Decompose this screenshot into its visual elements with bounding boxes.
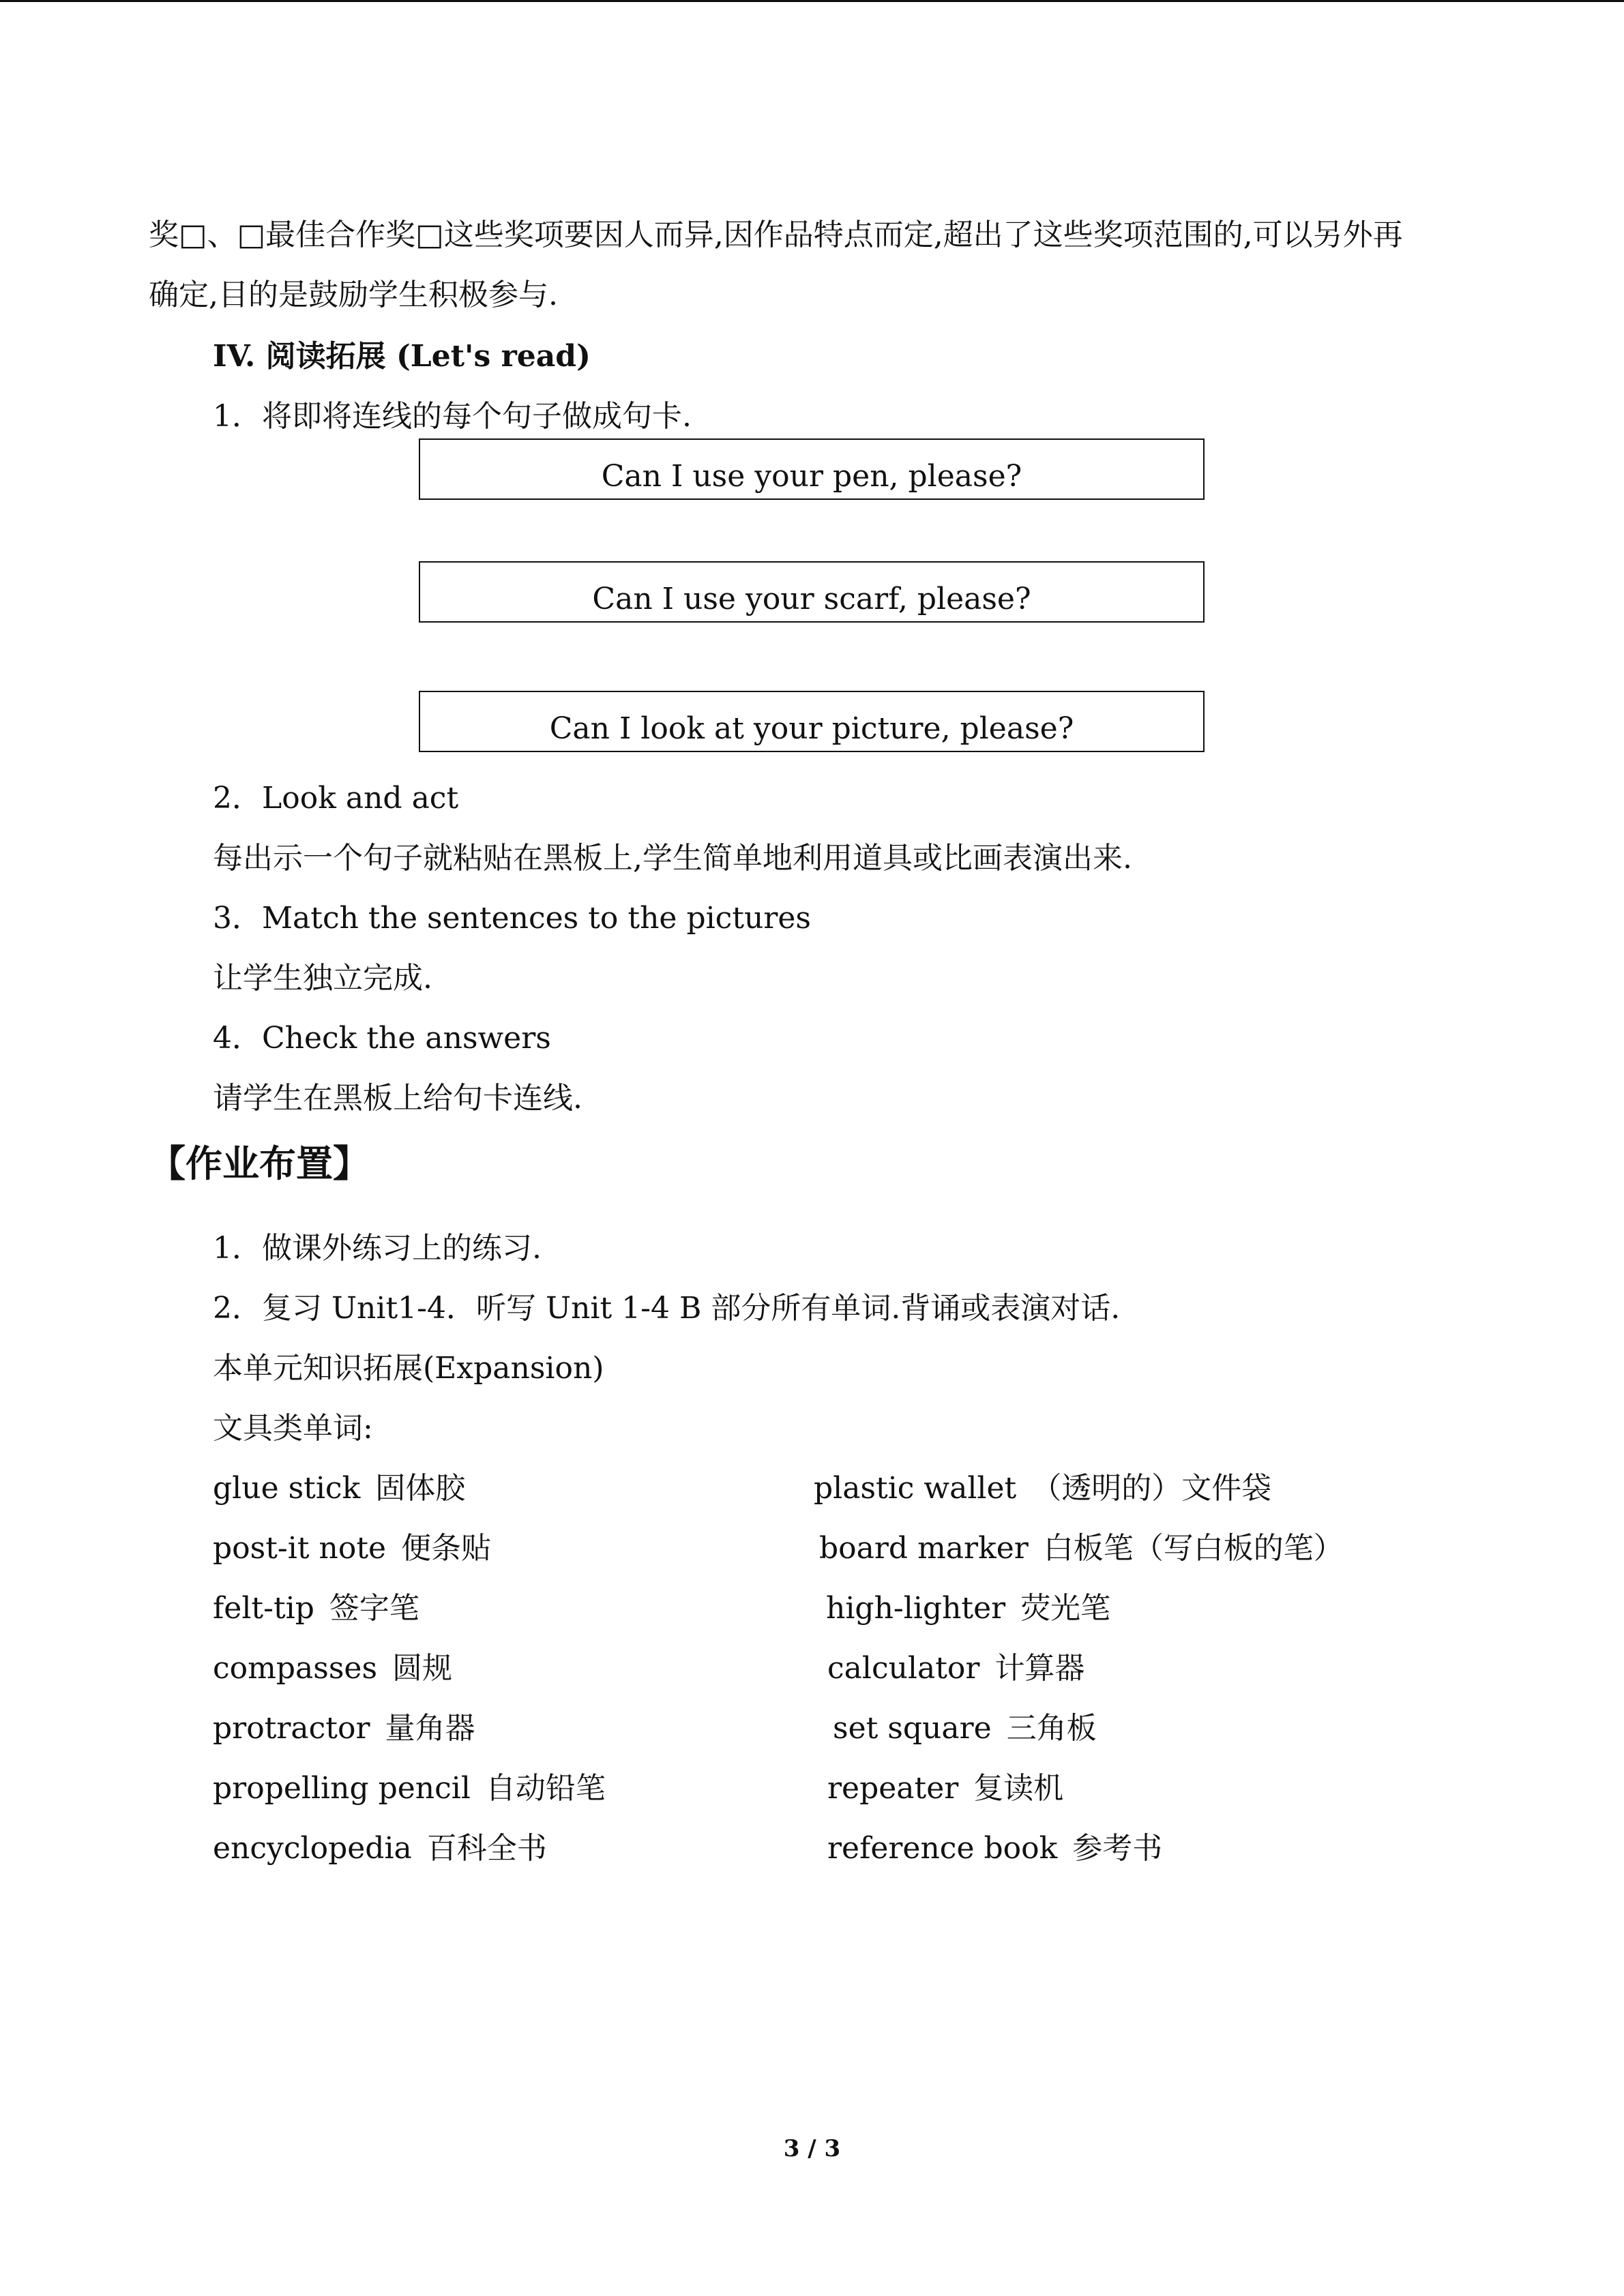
reading-step-4: 4．Check the answers bbox=[213, 1021, 551, 1056]
reading-step-4-desc: 请学生在黑板上给句卡连线. bbox=[213, 1081, 582, 1116]
vocab-term: high-lighter bbox=[826, 1591, 1006, 1626]
vocab-term: board marker bbox=[819, 1531, 1029, 1566]
vocab-meaning: 计算器 bbox=[994, 1651, 1085, 1686]
vocab-title: 文具类单词: bbox=[213, 1411, 373, 1446]
vocab-term: protractor bbox=[213, 1711, 370, 1746]
vocab-term: felt-tip bbox=[213, 1591, 314, 1626]
vocab-left-item bbox=[213, 1530, 491, 1568]
vocab-meaning: 圆规 bbox=[392, 1651, 453, 1686]
sentence-card-text: Can I look at your picture, please? bbox=[549, 711, 1074, 746]
vocab-left-item bbox=[213, 1830, 547, 1868]
reading-step-2-desc: 每出示一个句子就粘贴在黑板上,学生简单地利用道具或比画表演出来. bbox=[213, 841, 1132, 876]
vocab-meaning: 参考书 bbox=[1072, 1831, 1163, 1866]
vocab-term: compasses bbox=[213, 1651, 378, 1686]
vocab-left-item bbox=[213, 1470, 465, 1508]
vocab-left-item bbox=[213, 1590, 419, 1628]
sentence-card-3 bbox=[419, 691, 1205, 752]
vocab-term: set square bbox=[833, 1711, 992, 1746]
vocab-right-item bbox=[833, 1710, 1097, 1748]
vocab-right-item bbox=[819, 1530, 1344, 1568]
sentence-card-text: Can I use your scarf, please? bbox=[592, 582, 1031, 616]
vocab-term: plastic wallet bbox=[814, 1471, 1017, 1506]
vocab-meaning: 白板笔（写白板的笔） bbox=[1043, 1531, 1344, 1566]
reading-step-3: 3．Match the sentences to the pictures bbox=[213, 901, 811, 936]
vocab-meaning: 量角器 bbox=[385, 1711, 475, 1746]
vocab-right-item bbox=[827, 1650, 1084, 1688]
intro-line-2: 确定,目的是鼓励学生积极参与. bbox=[149, 278, 558, 312]
expansion-title: 本单元知识拓展(Expansion) bbox=[213, 1351, 604, 1386]
vocab-right-item bbox=[814, 1470, 1271, 1508]
vocab-right-item bbox=[827, 1770, 1063, 1808]
vocab-right-item bbox=[827, 1830, 1162, 1868]
reading-step-1: 1．将即将连线的每个句子做成句卡. bbox=[213, 399, 692, 434]
vocab-right-item bbox=[826, 1590, 1110, 1628]
vocab-term: encyclopedia bbox=[213, 1831, 412, 1866]
homework-item-2: 2．复习 Unit1-4．听写 Unit 1-4 B 部分所有单词.背诵或表演对话. bbox=[213, 1291, 1121, 1326]
vocab-left-item bbox=[213, 1650, 452, 1688]
page-number: 3 / 3 bbox=[783, 2135, 841, 2162]
vocab-meaning: 自动铅笔 bbox=[485, 1771, 606, 1806]
vocab-meaning: （透明的）文件袋 bbox=[1031, 1471, 1272, 1506]
vocab-meaning: 签字笔 bbox=[329, 1591, 419, 1626]
vocab-term: post-it note bbox=[213, 1531, 387, 1566]
vocab-meaning: 荧光笔 bbox=[1020, 1591, 1111, 1626]
intro-line-1: 奖□、□最佳合作奖□这些奖项要因人而异,因作品特点而定,超出了这些奖项范围的,可以另外再 bbox=[149, 218, 1403, 252]
reading-step-3-desc: 让学生独立完成. bbox=[213, 961, 432, 996]
vocab-meaning: 百科全书 bbox=[426, 1831, 547, 1866]
vocab-meaning: 三角板 bbox=[1006, 1711, 1097, 1746]
vocab-term: reference book bbox=[827, 1831, 1058, 1866]
homework-heading: 【作业布置】 bbox=[149, 1142, 370, 1185]
sentence-card-2 bbox=[419, 561, 1205, 623]
vocab-meaning: 复读机 bbox=[973, 1771, 1064, 1806]
vocab-meaning: 固体胶 bbox=[375, 1471, 466, 1506]
vocab-term: propelling pencil bbox=[213, 1771, 471, 1806]
sentence-card-text: Can I use your pen, please? bbox=[601, 459, 1022, 494]
reading-section-heading: IV. 阅读拓展 (Let's read) bbox=[213, 339, 591, 374]
homework-item-1: 1．做课外练习上的练习. bbox=[213, 1231, 542, 1266]
vocab-term: repeater bbox=[827, 1771, 959, 1806]
reading-step-2: 2．Look and act bbox=[213, 781, 459, 816]
vocab-term: calculator bbox=[827, 1651, 980, 1686]
sentence-card-1 bbox=[419, 438, 1205, 500]
vocab-term: glue stick bbox=[213, 1471, 361, 1506]
vocab-left-item bbox=[213, 1710, 475, 1748]
vocab-meaning: 便条贴 bbox=[401, 1531, 492, 1566]
vocab-left-item bbox=[213, 1770, 606, 1808]
